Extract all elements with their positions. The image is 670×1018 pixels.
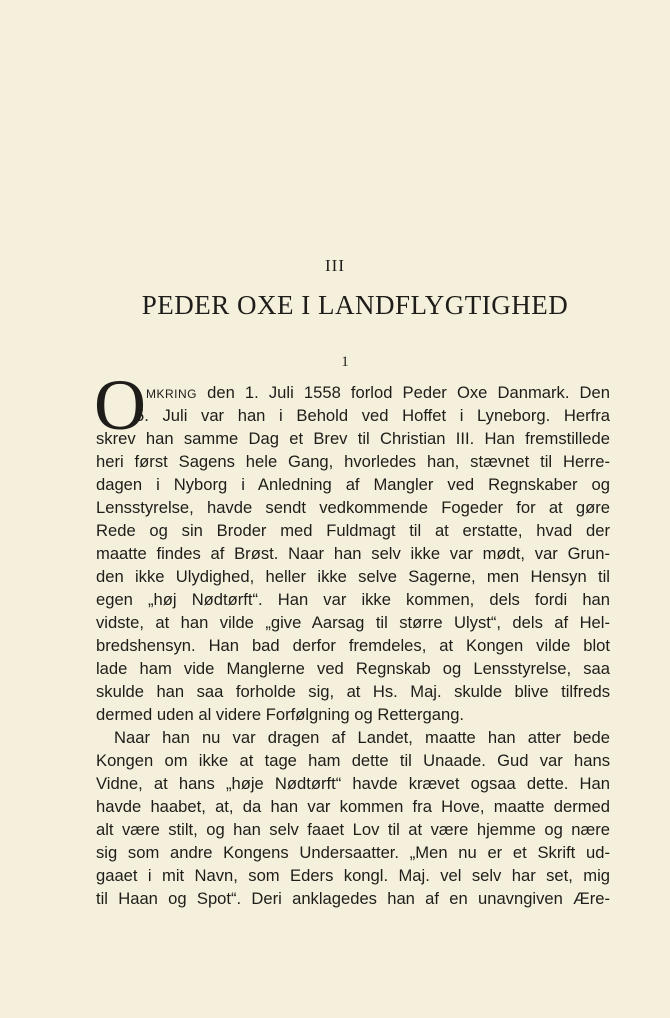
text-line: maatte findes af Brøst. Naar han selv ikke var mødt, var Grun- bbox=[96, 544, 610, 563]
text-line: bredshensyn. Han bad derfor fremdeles, at Kongen vilde blot bbox=[96, 636, 610, 655]
text-line: heri først Sagens hele Gang, hvorledes han, stævnet til Herre- bbox=[96, 452, 610, 471]
text-line: gaaet i mit Navn, som Eders kongl. Maj. vel selv har set, mig bbox=[96, 866, 610, 885]
text-line: alt være stilt, og han selv faaet Lov til at være hjemme og nære bbox=[96, 820, 610, 839]
text-line: dermed uden al videre Forfølgning og Rettergang. bbox=[96, 705, 465, 724]
text-line: egen „høj Nødtørft“. Han var ikke kommen, dels fordi han bbox=[96, 590, 610, 609]
text-line: vidste, at han vilde „give Aarsag til større Ulyst“, dels af Hel- bbox=[96, 613, 610, 632]
text-line: lade ham vide Manglerne ved Regnskab og Lensstyrelse, saa bbox=[96, 659, 610, 678]
text-line: skulde han saa forholde sig, at Hs. Maj. skulde blive tilfreds bbox=[96, 682, 610, 701]
chapter-number: III bbox=[325, 256, 345, 275]
line-text: den 1. Juli 1558 forlod Peder Oxe Danmark. Den bbox=[207, 383, 610, 402]
text-line: dagen i Nyborg i Anledning af Mangler ved Regnskaber og bbox=[96, 475, 610, 494]
text-line: 5. Juli var han i Behold ved Hoffet i Lyneborg. Herfra bbox=[135, 406, 610, 425]
text-line: den ikke Ulydighed, heller ikke selve Sagerne, men Hensyn til bbox=[96, 567, 610, 586]
text-line bbox=[146, 382, 610, 404]
drop-cap: O bbox=[94, 365, 146, 445]
chapter-title: PEDER OXE I LANDFLYGTIGHED bbox=[141, 290, 569, 320]
text-line: havde haabet, at, da han var kommen fra Hove, maatte dermed bbox=[96, 797, 610, 816]
text-line: Kongen om ikke at tage ham dette til Unaade. Gud var hans bbox=[96, 751, 610, 770]
text-line: til Haan og Spot“. Deri anklagedes han af en unavngiven Ære- bbox=[96, 889, 610, 908]
text-line: sig som andre Kongens Undersaatter. „Men nu er et Skrift ud- bbox=[96, 843, 610, 862]
text-line: Naar han nu var dragen af Landet, maatte han atter bede bbox=[114, 728, 610, 747]
text-line: Vidne, at hans „høje Nødtørft“ havde krævet ogsaa dette. Han bbox=[96, 774, 610, 793]
text-line: Lensstyrelse, havde sendt vedkommende Fogeder for at gøre bbox=[96, 498, 610, 517]
section-number: 1 bbox=[341, 354, 349, 370]
first-word: mkring bbox=[146, 383, 197, 402]
text-line: skrev han samme Dag et Brev til Christian III. Han fremstillede bbox=[96, 429, 610, 448]
text-line: Rede og sin Broder med Fuldmagt til at erstatte, hvad der bbox=[96, 521, 610, 540]
